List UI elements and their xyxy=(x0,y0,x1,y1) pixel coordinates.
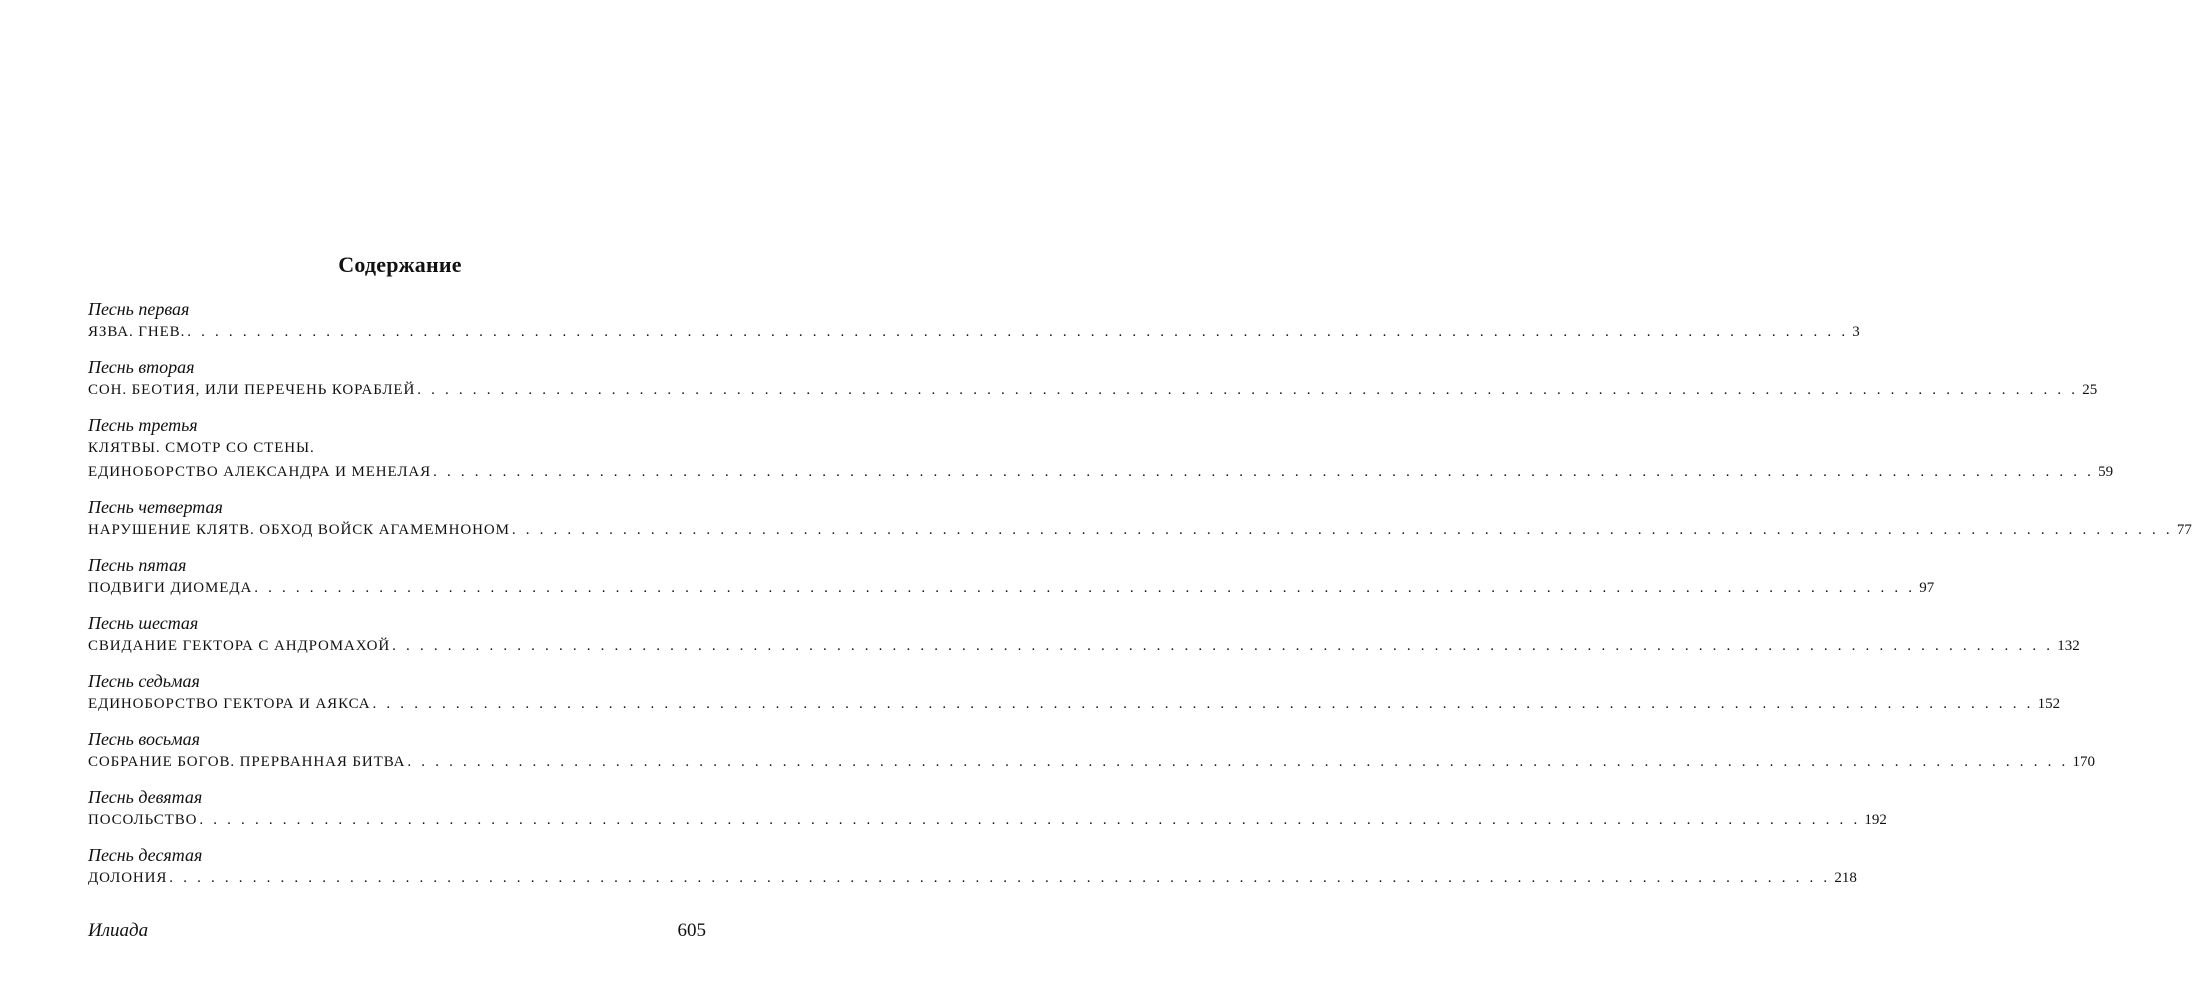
chapter-title-line xyxy=(88,436,706,460)
toc-entry xyxy=(88,554,1935,600)
page-number: 59 xyxy=(2098,464,2114,480)
dot-leader: . . . . . . . . . . . . . . . . . . . . . . . . . . . . . . . . . . . . . . . . . . . . . . . . . . . . . . . . . . . . . . . . . . . . . . . . . . . . . . . . . . . . . . . . . . . . . . . . . . . . . . . . . . . . . . . . . . . . . . . . xyxy=(199,812,1861,828)
chapter-title: ЯЗВА. ГНЕВ. xyxy=(88,324,186,340)
chapter-title: КЛЯТВЫ. СМОТР СО СТЕНЫ. xyxy=(88,440,315,456)
song-heading: Песнь пятая xyxy=(88,555,187,575)
song-heading: Песнь вторая xyxy=(88,357,195,377)
chapter-title: ПОСОЛЬСТВО xyxy=(88,812,198,828)
song-heading: Песнь третья xyxy=(88,415,198,435)
toc-entry xyxy=(88,670,2061,716)
chapter-title-line xyxy=(88,320,1860,344)
dot-leader: . . . . . . . . . . . . . . . . . . . . . . . . . . . . . . . . . . . . . . . . . . . . . . . . . . . . . . . . . . . . . . . . . . . . . . . . . . . . . . . . . . . . . . . . . . . . . . . . . . . . . . . . . . . . . . . . . . . . . . . . xyxy=(392,638,2054,654)
song-heading: Песнь десятая xyxy=(88,845,203,865)
table-of-contents xyxy=(88,298,2192,902)
dot-leader: . . . . . . . . . . . . . . . . . . . . . . . . . . . . . . . . . . . . . . . . . . . . . . . . . . . . . . . . . . . . . . . . . . . . . . . . . . . . . . . . . . . . . . . . . . . . . . . . . . . . . . . . . . . . . . . . . . . . . . . . xyxy=(254,580,1916,596)
chapter-title-line xyxy=(88,750,2095,774)
chapter-title-line xyxy=(88,634,2080,658)
chapter-title: НАРУШЕНИЕ КЛЯТВ. ОБХОД ВОЙСК АГАМЕМНОНОМ xyxy=(88,522,510,538)
song-heading: Песнь четвертая xyxy=(88,497,223,517)
song-heading: Песнь девятая xyxy=(88,787,203,807)
page-number: 192 xyxy=(1864,812,1887,828)
chapter-title-line xyxy=(88,460,2114,484)
dot-leader: . . . . . . . . . . . . . . . . . . . . . . . . . . . . . . . . . . . . . . . . . . . . . . . . . . . . . . . . . . . . . . . . . . . . . . . . . . . . . . . . . . . . . . . . . . . . . . . . . . . . . . . . . . . . . . . . . . . . . . . . xyxy=(433,464,2095,480)
song-heading: Песнь шестая xyxy=(88,613,199,633)
chapter-title: СОБРАНИЕ БОГОВ. ПРЕРВАННАЯ БИТВА xyxy=(88,754,406,770)
dot-leader: . . . . . . . . . . . . . . . . . . . . . . . . . . . . . . . . . . . . . . . . . . . . . . . . . . . . . . . . . . . . . . . . . . . . . . . . . . . . . . . . . . . . . . . . . . . . . . . . . . . . . . . . . . . . . . . . . . . . . . . . xyxy=(407,754,2069,770)
page-number: 132 xyxy=(2057,638,2080,654)
toc-entry xyxy=(88,298,1860,344)
chapter-title-line xyxy=(88,692,2061,716)
dot-leader: . . . . . . . . . . . . . . . . . . . . . . . . . . . . . . . . . . . . . . . . . . . . . . . . . . . . . . . . . . . . . . . . . . . . . . . . . . . . . . . . . . . . . . . . . . . . . . . . . . . . . . . . . . . . . . . . . . . . . . . . xyxy=(511,522,2173,538)
chapter-title: ЕДИНОБОРСТВО ГЕКТОРА И АЯКСА xyxy=(88,696,371,712)
chapter-title-line xyxy=(88,808,1887,832)
page-title: Содержание xyxy=(338,252,462,277)
toc-entry xyxy=(88,496,2192,542)
chapter-title: ПОДВИГИ ДИОМЕДА xyxy=(88,580,253,596)
toc-entry xyxy=(88,786,1887,832)
chapter-title-line xyxy=(88,378,2098,402)
song-heading: Песнь седьмая xyxy=(88,671,200,691)
song-heading: Песнь восьмая xyxy=(88,729,200,749)
dot-leader: . . . . . . . . . . . . . . . . . . . . . . . . . . . . . . . . . . . . . . . . . . . . . . . . . . . . . . . . . . . . . . . . . . . . . . . . . . . . . . . . . . . . . . . . . . . . . . . . . . . . . . . . . . . . . . . . . . . . . . . . xyxy=(187,324,1849,340)
song-heading: Песнь первая xyxy=(88,299,190,319)
dot-leader: . . . . . . . . . . . . . . . . . . . . . . . . . . . . . . . . . . . . . . . . . . . . . . . . . . . . . . . . . . . . . . . . . . . . . . . . . . . . . . . . . . . . . . . . . . . . . . . . . . . . . . . . . . . . . . . . . . . . . . . . xyxy=(372,696,2034,712)
page-number: 25 xyxy=(2082,382,2098,398)
toc-entry xyxy=(88,414,2114,484)
chapter-title: СОН. БЕОТИЯ, ИЛИ ПЕРЕЧЕНЬ КОРАБЛЕЙ xyxy=(88,382,416,398)
page-number: 3 xyxy=(1852,324,1860,340)
chapter-title-line xyxy=(88,866,1857,890)
folio-page-number: 605 xyxy=(677,920,706,941)
toc-entry xyxy=(88,844,1857,890)
page-number: 77 xyxy=(2176,522,2192,538)
chapter-title: ЕДИНОБОРСТВО АЛЕКСАНДРА И МЕНЕЛАЯ xyxy=(88,464,432,480)
page-number: 170 xyxy=(2072,754,2095,770)
chapter-title-line xyxy=(88,518,2192,542)
running-footer-title: Илиада xyxy=(88,920,149,941)
page-number: 97 xyxy=(1919,580,1935,596)
chapter-title: СВИДАНИЕ ГЕКТОРА С АНДРОМАХОЙ xyxy=(88,638,391,654)
chapter-title-line xyxy=(88,576,1935,600)
toc-entry xyxy=(88,728,2095,774)
dot-leader: . . . . . . . . . . . . . . . . . . . . . . . . . . . . . . . . . . . . . . . . . . . . . . . . . . . . . . . . . . . . . . . . . . . . . . . . . . . . . . . . . . . . . . . . . . . . . . . . . . . . . . . . . . . . . . . . . . . . . . . . xyxy=(169,870,1831,886)
dot-leader: . . . . . . . . . . . . . . . . . . . . . . . . . . . . . . . . . . . . . . . . . . . . . . . . . . . . . . . . . . . . . . . . . . . . . . . . . . . . . . . . . . . . . . . . . . . . . . . . . . . . . . . . . . . . . . . . . . . . . . . . xyxy=(417,382,2079,398)
toc-entry xyxy=(88,356,2098,402)
page-number: 152 xyxy=(2037,696,2061,712)
toc-entry xyxy=(88,612,2080,658)
chapter-title: ДОЛОНИЯ xyxy=(88,870,168,886)
page-number: 218 xyxy=(1834,870,1857,886)
